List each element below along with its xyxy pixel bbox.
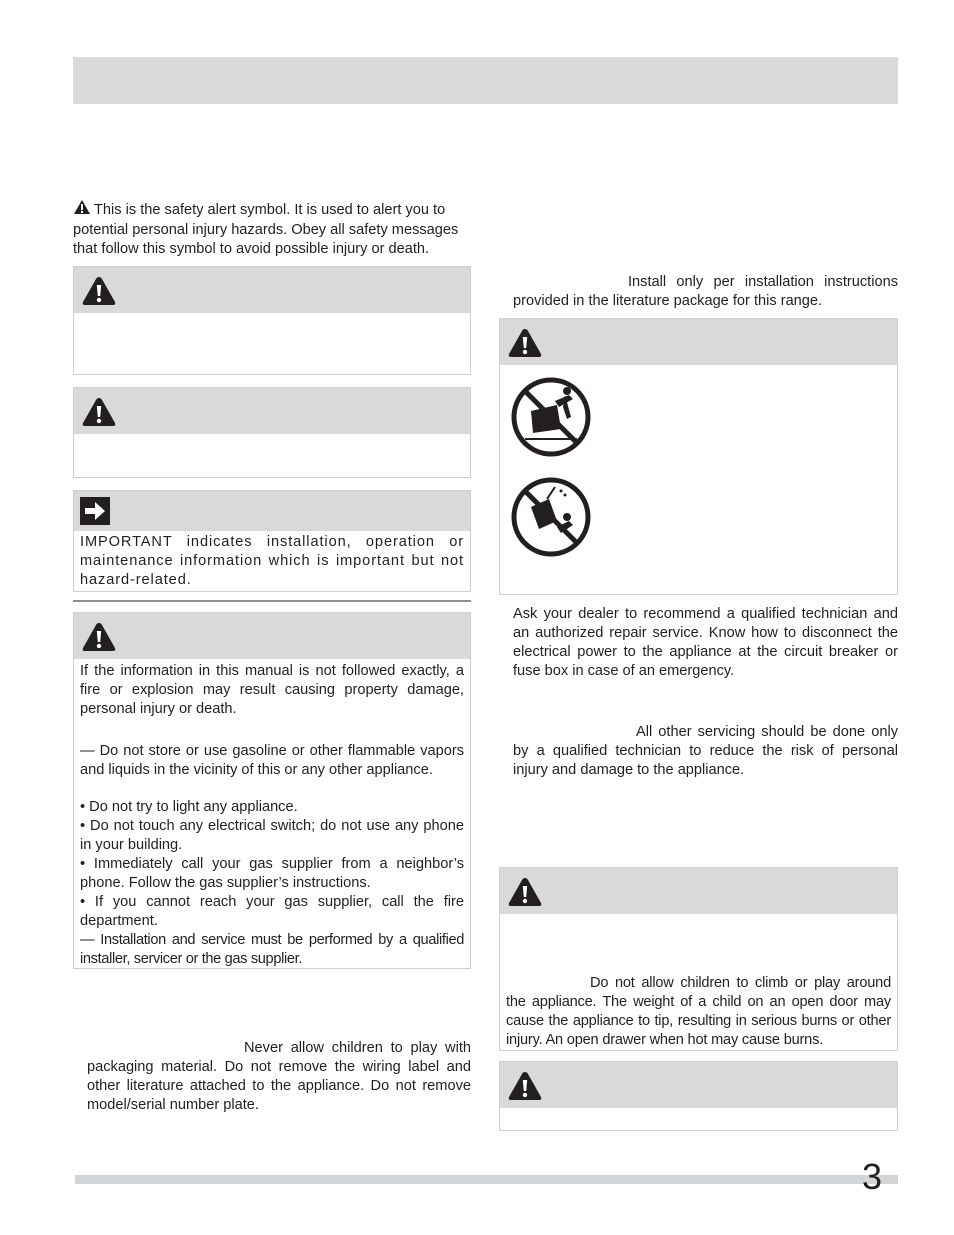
gas-warning-body xyxy=(74,659,470,969)
warning-triangle-icon xyxy=(82,622,116,652)
important-box xyxy=(73,490,471,592)
children-warning-box xyxy=(499,867,898,1051)
warning-box-bottom-header xyxy=(500,1062,897,1108)
safety-alert-icon xyxy=(73,199,91,221)
warning-triangle-icon xyxy=(508,328,542,358)
gas-warning-bullet-2: • Do not touch any electrical switch; do not use any phone in your building. xyxy=(80,818,464,853)
warning-triangle-icon xyxy=(82,397,116,427)
warning-box-1-header xyxy=(74,267,470,313)
gas-warning-bullet-1: • Do not try to light any appliance. xyxy=(80,799,298,815)
gas-warning-p3: — Installation and service must be performed by a qualified installer, servicer or the gas supplier. xyxy=(80,932,464,967)
warning-triangle-icon xyxy=(508,1071,542,1101)
warning-box-bottom xyxy=(499,1061,898,1131)
gas-warning-p2: — Do not store or use gasoline or other flammable vapors and liquids in the vicinity of this or any other appliance. xyxy=(80,743,464,778)
install-text: Install only per installation instructions provided in the literature package for this range. xyxy=(513,274,898,309)
intro-text: This is the safety alert symbol. It is used to alert you to potential personal injury hazards. Obey all safety messages that follow this symbol to avoid possible injury or death. xyxy=(73,202,459,257)
gas-warning-bullet-4: • If you cannot reach your gas supplier, call the fire department. xyxy=(80,894,464,929)
warning-box-2 xyxy=(73,387,471,478)
no-climbing-on-open-door-icon xyxy=(511,477,591,557)
gas-warning-header xyxy=(74,613,470,659)
footer-bar xyxy=(75,1175,898,1184)
warning-triangle-icon xyxy=(82,276,116,306)
technician-text: Ask your dealer to recommend a qualified technician and an authorized repair service. Know how to disconnect the electrical power to the appliance at the circuit breaker or fuse box in case of an emergency. xyxy=(513,606,898,679)
top-banner xyxy=(73,57,898,104)
gas-warning-bullet-3: • Immediately call your gas supplier from a neighbor’s phone. Follow the gas supplier’s instructions. xyxy=(80,856,464,891)
gas-warning-p1: If the information in this manual is not followed exactly, a fire or explosion may result causing property damage, personal injury or death. xyxy=(80,663,464,717)
warning-box-1 xyxy=(73,266,471,375)
safety-alert-intro xyxy=(73,199,473,259)
packaging-text: Never allow children to play with packaging material. Do not remove the wiring label and other literature attached to the appliance. Do not remove model/serial number plate. xyxy=(87,1040,471,1113)
warning-box-2-header xyxy=(74,388,470,434)
gas-warning-box xyxy=(73,612,471,969)
tip-over-warning-box xyxy=(499,318,898,595)
divider-rule xyxy=(73,600,471,602)
tip-over-warning-header xyxy=(500,319,897,365)
children-warning-header xyxy=(500,868,897,914)
important-box-header xyxy=(74,491,470,531)
arrow-right-icon xyxy=(80,497,110,525)
warning-triangle-icon xyxy=(508,877,542,907)
important-text: IMPORTANT indicates installation, operation or maintenance information which is important but not hazard-related. xyxy=(80,534,464,588)
page-number: 3 xyxy=(862,1156,883,1197)
children-warning-text: Do not allow children to climb or play around the appliance. The weight of a child on an open door may cause the appliance to tip, resulting in serious burns or other injury. An open drawer when hot may cause burns. xyxy=(506,975,891,1048)
servicing-text: All other servicing should be done only by a qualified technician to reduce the risk of personal injury and damage to the appliance. xyxy=(513,724,898,778)
no-standing-on-door-icon xyxy=(511,377,591,457)
